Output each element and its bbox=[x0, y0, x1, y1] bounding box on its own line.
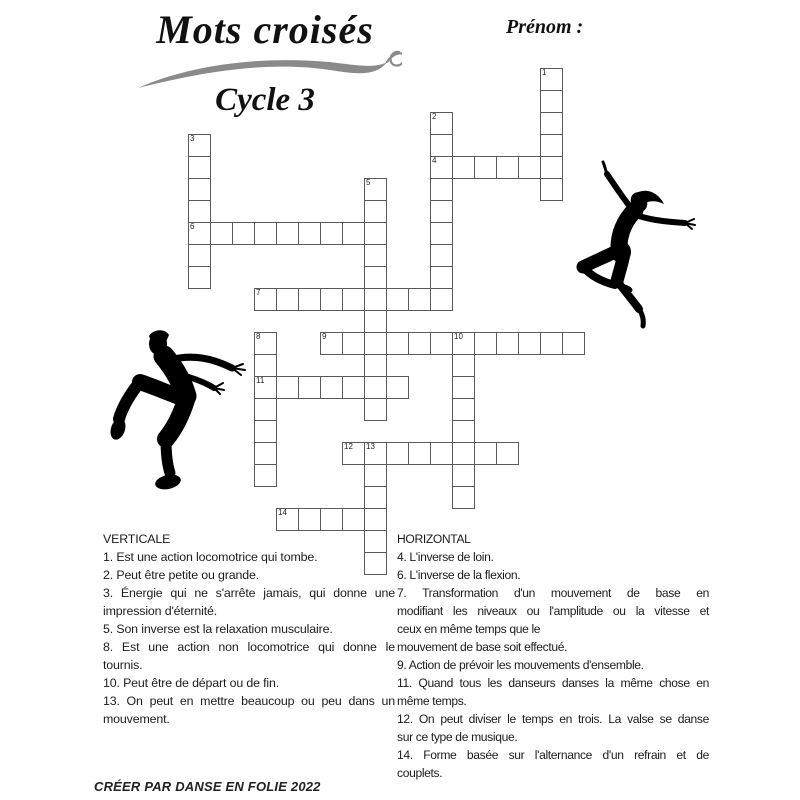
crossword-cell bbox=[342, 442, 365, 465]
crossword-cell bbox=[452, 332, 475, 355]
crossword-cell bbox=[342, 332, 365, 355]
clue-line: impression d'éternité. bbox=[103, 604, 218, 618]
crossword-cell bbox=[452, 486, 475, 509]
crossword-cell bbox=[364, 398, 387, 421]
clue-item bbox=[103, 566, 395, 584]
crossword-cell bbox=[188, 244, 211, 267]
crossword-cell bbox=[342, 508, 365, 531]
clue-line: mouvement de base soit effectué. bbox=[397, 640, 568, 654]
crossword-cell bbox=[452, 464, 475, 487]
crossword-cell bbox=[254, 332, 277, 355]
crossword-cell-number: 6 bbox=[190, 222, 195, 231]
crossword-cell bbox=[364, 266, 387, 289]
crossword-cell bbox=[540, 134, 563, 157]
crossword-cell bbox=[298, 376, 321, 399]
crossword-cell bbox=[430, 178, 453, 201]
crossword-cell bbox=[188, 178, 211, 201]
crossword-cell bbox=[474, 156, 497, 179]
crossword-cell-number: 2 bbox=[432, 112, 437, 121]
crossword-cell bbox=[188, 156, 211, 179]
crossword-cell bbox=[276, 222, 299, 245]
crossword-cell bbox=[430, 332, 453, 355]
male-dancer-silhouette-icon bbox=[108, 326, 256, 502]
crossword-cell bbox=[518, 156, 541, 179]
clue-line: 5. Son inverse est la relaxation musculaire. bbox=[103, 622, 333, 636]
crossword-cell bbox=[342, 376, 365, 399]
clue-line: modifiant les niveaux ou l'amplitude ou la vitesse et bbox=[397, 604, 709, 618]
crossword-cell bbox=[364, 442, 387, 465]
clue-line: 1. Est une action locomotrice qui tombe. bbox=[103, 550, 318, 564]
clue-line: mouvement. bbox=[103, 712, 170, 726]
crossword-cell bbox=[386, 288, 409, 311]
crossword-cell bbox=[496, 332, 519, 355]
clue-item bbox=[397, 548, 709, 566]
crossword-cell bbox=[540, 178, 563, 201]
clue-line: 7. Transformation d'un mouvement de base en bbox=[397, 586, 709, 600]
crossword-cell bbox=[386, 442, 409, 465]
crossword-cell bbox=[452, 442, 475, 465]
crossword-cell bbox=[452, 398, 475, 421]
crossword-cell-number: 9 bbox=[322, 332, 327, 341]
horizontal-clues-heading: HORIZONTAL bbox=[397, 532, 471, 546]
clue-line: 14. Forme basée sur l'alternance d'un refrain et de bbox=[397, 748, 709, 762]
clue-line: 4. L'inverse de loin. bbox=[397, 550, 494, 564]
crossword-cell bbox=[364, 288, 387, 311]
crossword-cell bbox=[430, 222, 453, 245]
crossword-cell bbox=[430, 266, 453, 289]
crossword-cell bbox=[254, 354, 277, 377]
crossword-cell bbox=[408, 332, 431, 355]
crossword-cell-number: 1 bbox=[542, 68, 547, 77]
clue-item bbox=[397, 566, 709, 584]
crossword-cell bbox=[540, 156, 563, 179]
crossword-cell-number: 11 bbox=[256, 376, 265, 385]
crossword-cell-number: 7 bbox=[256, 288, 261, 297]
crossword-cell bbox=[474, 442, 497, 465]
crossword-cell-number: 10 bbox=[454, 332, 463, 341]
crossword-cell bbox=[518, 332, 541, 355]
clue-item bbox=[103, 674, 395, 692]
crossword-cell bbox=[254, 398, 277, 421]
crossword-cell bbox=[254, 442, 277, 465]
crossword-cell-number: 14 bbox=[278, 508, 287, 517]
crossword-cell bbox=[232, 222, 255, 245]
crossword-cell bbox=[540, 332, 563, 355]
crossword-cell bbox=[386, 376, 409, 399]
crossword-cell bbox=[320, 222, 343, 245]
clue-line: sur ce type de musique. bbox=[397, 730, 518, 744]
crossword-cell bbox=[364, 200, 387, 223]
crossword-cell bbox=[364, 244, 387, 267]
crossword-cell bbox=[364, 178, 387, 201]
crossword-cell bbox=[474, 332, 497, 355]
crossword-cell bbox=[408, 288, 431, 311]
crossword-cell bbox=[320, 332, 343, 355]
clue-line: tournis. bbox=[103, 658, 143, 672]
clue-item bbox=[397, 674, 709, 710]
crossword-cell bbox=[430, 112, 453, 135]
clue-item bbox=[103, 692, 395, 728]
crossword-cell bbox=[254, 420, 277, 443]
crossword-cell bbox=[452, 376, 475, 399]
clue-item bbox=[397, 638, 709, 656]
clue-item bbox=[103, 638, 395, 674]
crossword-cell bbox=[364, 222, 387, 245]
clue-item bbox=[397, 656, 709, 674]
crossword-cell bbox=[430, 200, 453, 223]
crossword-cell bbox=[540, 112, 563, 135]
crossword-cell bbox=[298, 508, 321, 531]
clue-item bbox=[103, 548, 395, 566]
crossword-cell bbox=[364, 464, 387, 487]
crossword-cell bbox=[408, 442, 431, 465]
crossword-cell bbox=[364, 354, 387, 377]
crossword-cell bbox=[452, 420, 475, 443]
crossword-cell-number: 12 bbox=[344, 442, 353, 451]
crossword-cell bbox=[430, 156, 453, 179]
crossword-cell bbox=[430, 244, 453, 267]
clue-line: 11. Quand tous les danseurs danses la même chose en bbox=[397, 676, 709, 690]
crossword-cell-number: 5 bbox=[366, 178, 371, 187]
vertical-clues bbox=[103, 530, 395, 728]
crossword-cell bbox=[342, 288, 365, 311]
crossword-cell bbox=[254, 376, 277, 399]
crossword-cell bbox=[452, 354, 475, 377]
crossword-cell-number: 4 bbox=[432, 156, 437, 165]
crossword-cell bbox=[364, 310, 387, 333]
crossword-cell-number: 13 bbox=[366, 442, 375, 451]
name-label: Prénom : bbox=[506, 16, 584, 38]
crossword-cell bbox=[496, 156, 519, 179]
crossword-cell bbox=[188, 222, 211, 245]
page-title: Mots croisés bbox=[156, 7, 374, 52]
crossword-cell bbox=[430, 288, 453, 311]
clue-line: 10. Peut être de départ ou de fin. bbox=[103, 676, 280, 690]
clue-item bbox=[397, 746, 709, 782]
crossword-cell bbox=[188, 200, 211, 223]
crossword-cell bbox=[364, 508, 387, 531]
clue-item bbox=[397, 710, 709, 746]
crossword-cell bbox=[430, 442, 453, 465]
crossword-cell-number: 8 bbox=[256, 332, 261, 341]
clue-line: même temps. bbox=[397, 694, 467, 708]
page-subtitle: Cycle 3 bbox=[215, 82, 315, 118]
crossword-cell bbox=[320, 288, 343, 311]
crossword-cell bbox=[386, 332, 409, 355]
crossword-cell bbox=[276, 508, 299, 531]
clue-line: ceux en même temps que le bbox=[397, 622, 541, 636]
crossword-cell bbox=[364, 376, 387, 399]
clue-item bbox=[397, 584, 709, 638]
crossword-cell bbox=[298, 288, 321, 311]
crossword-cell bbox=[188, 134, 211, 157]
clue-line: 6. L'inverse de la flexion. bbox=[397, 568, 521, 582]
crossword-cell bbox=[276, 288, 299, 311]
crossword-cell bbox=[320, 508, 343, 531]
clue-line: 2. Peut être petite ou grande. bbox=[103, 568, 260, 582]
crossword-cell bbox=[210, 222, 233, 245]
crossword-cell-number: 3 bbox=[190, 134, 195, 143]
crossword-cell bbox=[496, 442, 519, 465]
crossword-cell bbox=[188, 266, 211, 289]
crossword-cell bbox=[254, 222, 277, 245]
crossword-cell bbox=[430, 134, 453, 157]
vertical-clues-list bbox=[103, 548, 395, 728]
vertical-clues-heading: VERTICALE bbox=[103, 532, 171, 546]
crossword-cell bbox=[254, 464, 277, 487]
crossword-cell bbox=[540, 68, 563, 91]
clue-line: 9. Action de prévoir les mouvements d'ensemble. bbox=[397, 658, 644, 672]
crossword-cell bbox=[540, 90, 563, 113]
crossword-cell bbox=[320, 376, 343, 399]
clue-line: 3. Énergie qui ne s'arrête jamais, qui donne une bbox=[103, 586, 395, 600]
clue-line: 12. On peut diviser le temps en trois. La valse se danse bbox=[397, 712, 709, 726]
crossword-cell bbox=[254, 288, 277, 311]
clue-item bbox=[103, 584, 395, 620]
clue-item bbox=[103, 620, 395, 638]
clue-line: 13. On peut en mettre beaucoup ou peu dans un bbox=[103, 694, 395, 708]
crossword-cell bbox=[364, 486, 387, 509]
clue-line: couplets. bbox=[397, 766, 443, 780]
clue-line: 8. Est une action non locomotrice qui donne le bbox=[103, 640, 395, 654]
crossword-cell bbox=[276, 376, 299, 399]
horizontal-clues-list bbox=[397, 548, 709, 782]
crossword-cell bbox=[452, 156, 475, 179]
crossword-cell bbox=[364, 332, 387, 355]
horizontal-clues bbox=[397, 530, 709, 782]
credit-line: CRÉER PAR DANSE EN FOLIE 2022 bbox=[94, 779, 321, 794]
crossword-cell bbox=[562, 332, 585, 355]
crossword-cell bbox=[342, 222, 365, 245]
crossword-cell bbox=[298, 222, 321, 245]
female-dancer-silhouette-icon bbox=[573, 160, 701, 332]
